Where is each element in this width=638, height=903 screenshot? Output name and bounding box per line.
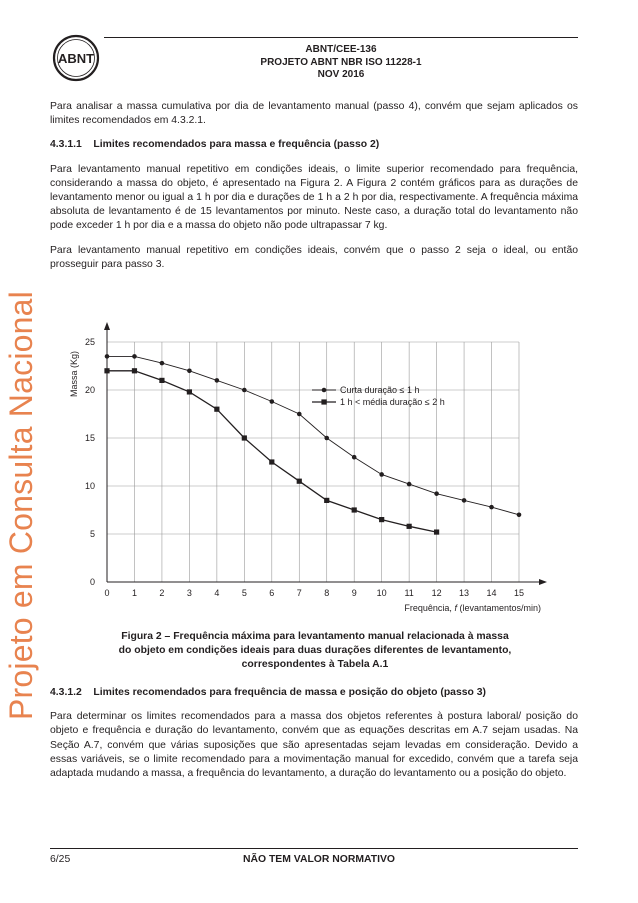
header-rule (104, 37, 578, 38)
data-point-circle (379, 472, 384, 477)
body-top (50, 100, 578, 272)
x-tick-label: 8 (324, 588, 330, 598)
paragraph-1: Para analisar a massa cumulativa por dia de levantamento manual (passo 4), convém que sejam aplicados os limites recomendados em 4.3.2.1. (50, 101, 578, 127)
x-axis-arrow (539, 579, 547, 585)
data-point-square (187, 389, 192, 394)
data-point-square (214, 407, 219, 412)
caption-line-2: do objeto em condições ideais para duas durações diferentes de levantamento, (118, 645, 512, 657)
body-bottom (50, 686, 578, 781)
section-title: Limites recomendados para frequência de massa e posição do objeto (passo 3) (93, 687, 486, 698)
data-point-circle (352, 455, 357, 460)
x-tick-label: 5 (241, 588, 247, 598)
y-tick-label: 0 (89, 577, 95, 587)
data-point-circle (462, 498, 467, 503)
data-point-square (352, 507, 357, 512)
section-heading-4-3-1-2 (50, 686, 578, 700)
data-point-square (104, 368, 109, 373)
data-point-square (379, 517, 384, 522)
x-tick-label: 11 (404, 588, 414, 598)
x-axis-label-suffix: (levantamentos/min) (456, 603, 541, 613)
x-axis-label (404, 603, 541, 613)
x-tick-label: 12 (431, 588, 442, 598)
y-tick-label: 15 (84, 433, 95, 443)
legend-label-2: 1 h < média duração ≤ 2 h (340, 397, 445, 408)
data-point-square (132, 368, 137, 373)
data-point-circle (489, 505, 494, 510)
document-header (104, 44, 578, 82)
abnt-logo (52, 34, 100, 82)
data-point-circle (132, 354, 137, 359)
data-point-square (269, 459, 274, 464)
data-point-circle (324, 436, 329, 441)
data-point-square (434, 529, 439, 534)
section-number: 4.3.1.1 (50, 139, 82, 151)
x-tick-label: 10 (376, 588, 387, 598)
x-tick-label: 3 (186, 588, 192, 598)
x-tick-label: 0 (104, 588, 110, 598)
data-point-square (159, 378, 164, 383)
x-tick-label: 15 (513, 588, 525, 598)
watermark-text: Projeto em Consulta Nacional (3, 291, 39, 720)
data-point-circle (215, 378, 220, 383)
section-heading-4-3-1-1 (50, 138, 578, 152)
x-tick-label: 14 (486, 588, 497, 598)
caption-line-1: Figura 2 – Frequência máxima para levantamento manual relacionada à massa (121, 631, 509, 642)
x-tick-label: 13 (459, 588, 470, 598)
paragraph-3: Para levantamento manual repetitivo em condições ideais, convém que o passo 2 seja o ideal, ou então prosseguir para passo 3. (50, 244, 578, 270)
figure-2-chart (52, 322, 552, 622)
header-committee: ABNT/CEE-136 (305, 44, 377, 55)
figure-caption (52, 630, 578, 673)
legend-marker-circle (322, 388, 327, 393)
x-tick-label: 2 (159, 588, 165, 598)
x-tick-label: 6 (269, 588, 275, 598)
data-point-circle (242, 388, 247, 393)
data-point-circle (270, 399, 275, 404)
page-number: 6/25 (50, 854, 71, 865)
data-point-square (242, 435, 247, 440)
paragraph-2: Para levantamento manual repetitivo em condições ideais, o limite superior recomendado para frequência, considerando a massa do objeto, é apresentado na Figura 2. A Figura 2 contém gráficos para as durações de levantamento menor ou igual a 1 h por dia e durações de 1 h a 2 h por dia, respectivamente. A frequência máxima absoluta de levantamento é de 15 levantamentos por minuto. Neste caso, a duração total do levantamento não pode exceder 1 h por dia e a massa do objeto não pode ultrapassar 7 kg. (50, 163, 578, 232)
y-tick-label: 5 (89, 529, 95, 539)
data-point-circle (517, 513, 522, 518)
x-axis-label-var: f (454, 603, 457, 613)
x-tick-label: 9 (351, 588, 357, 598)
x-tick-label: 1 (131, 588, 137, 598)
data-point-square (324, 498, 329, 503)
data-point-circle (160, 361, 165, 366)
header-date: NOV 2016 (317, 69, 365, 80)
legend-label-1: Curta duração ≤ 1 h (340, 385, 420, 396)
abnt-logo-text: ABNT (57, 51, 95, 66)
footer-rule (50, 848, 578, 849)
y-tick-label: 25 (84, 337, 95, 347)
section-title: Limites recomendados para massa e frequência (passo 2) (93, 139, 380, 151)
data-point-circle (407, 482, 412, 487)
data-point-square (297, 479, 302, 484)
y-tick-label: 20 (84, 385, 95, 395)
y-axis-arrow (104, 322, 110, 330)
x-tick-label: 4 (214, 588, 220, 598)
data-point-circle (105, 354, 110, 359)
data-point-square (407, 524, 412, 529)
y-tick-label: 10 (84, 481, 95, 491)
legend-marker-square (321, 399, 326, 404)
data-point-circle (297, 412, 302, 417)
y-axis-label: Massa (Kg) (69, 350, 79, 398)
footer-note: NÃO TEM VALOR NORMATIVO (242, 854, 395, 865)
header-project: PROJETO ABNT NBR ISO 11228-1 (260, 56, 422, 68)
x-tick-label: 7 (296, 588, 302, 598)
x-axis-label-prefix: Frequência, (404, 603, 455, 613)
data-point-circle (434, 491, 439, 496)
section-number: 4.3.1.2 (50, 687, 82, 698)
caption-line-3: correspondentes à Tabela A.1 (241, 659, 389, 671)
data-point-circle (187, 369, 192, 374)
paragraph-4: Para determinar os limites recomendados para a massa dos objetos referentes à postura laboral/ posição do objeto e frequência e duração do levantamento, convém que as equações descritas em A.7 sejam usadas. Na Seção A.7, convém que várias suposições que são apresentadas sejam levadas em consideração. Devido a essas variáveis, se o limite recomendado para a movimentação manual for excedido, convém que a tarefa seja adaptada mudando a massa, a frequência do levantamento, a duração do levantamento ou a posição do objeto. (50, 711, 578, 780)
